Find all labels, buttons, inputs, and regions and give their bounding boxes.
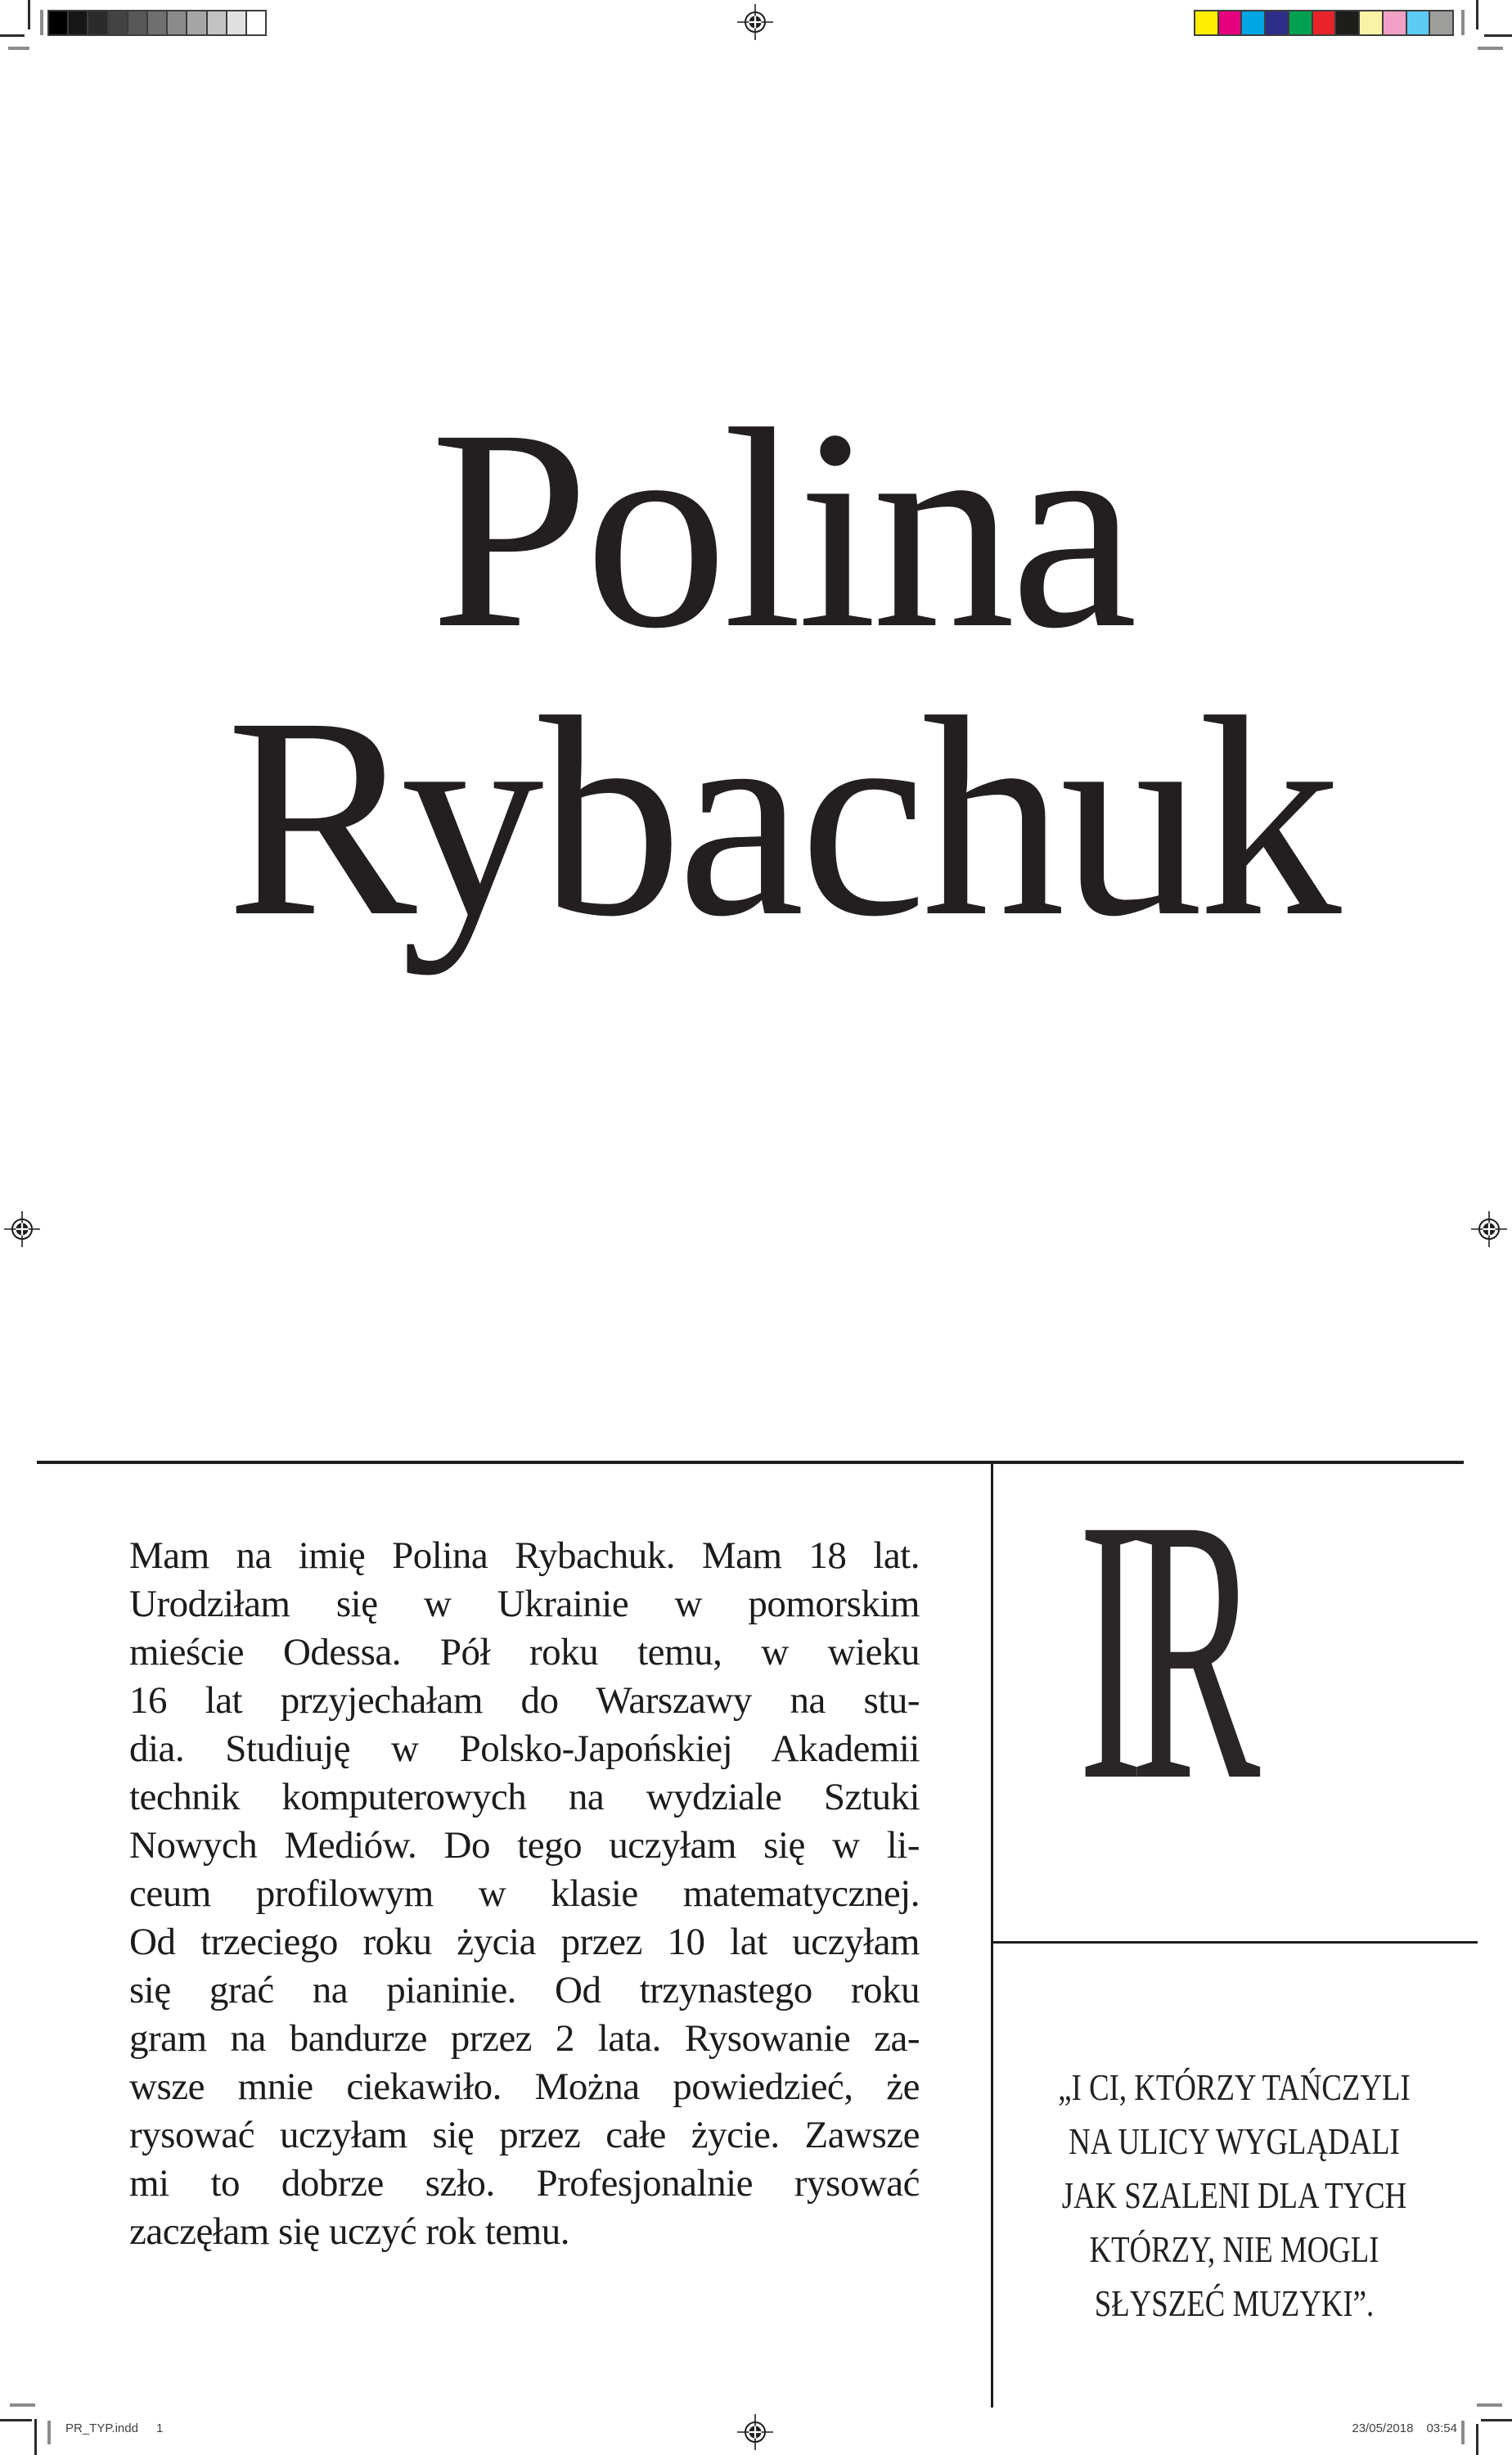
bio-paragraph-line: Od trzeciego roku życia przez 10 lat uczyłam	[129, 1921, 920, 1963]
monogram-letter-glyph: R	[1129, 1441, 1261, 1858]
pull-quote	[1040, 2061, 1429, 2331]
color-calibration-bar	[1194, 10, 1454, 36]
pull-quote-line: „I CI, KTÓRZY TAŃCZYLI	[1058, 2066, 1411, 2108]
color-swatch	[1219, 11, 1243, 34]
page-title	[0, 370, 1512, 975]
bio-paragraph-line: Urodziłam się w Ukrainie w pomorskim	[129, 1583, 920, 1625]
color-swatch	[1407, 11, 1431, 34]
bio-paragraph-line: technik komputerowych na wydziale Sztuki	[129, 1776, 920, 1818]
title-line-first-name: Polina	[430, 370, 1133, 687]
bleed-mark	[1477, 2403, 1502, 2407]
grayscale-swatch	[247, 11, 265, 34]
grayscale-calibration-bar	[47, 10, 267, 36]
crop-mark	[1476, 2424, 1478, 2455]
slug-filename	[65, 2421, 163, 2435]
color-swatch	[1195, 11, 1219, 34]
color-swatch	[1360, 11, 1384, 34]
bio-paragraph	[129, 1532, 920, 2256]
pull-quote-line: NA ULICY WYGLĄDALI	[1069, 2120, 1400, 2162]
grayscale-swatch	[227, 11, 247, 34]
grayscale-swatch	[208, 11, 227, 34]
pull-quote-line: KTÓRZY, NIE MOGLI	[1089, 2228, 1379, 2270]
crop-mark	[28, 0, 30, 29]
bleed-mark	[8, 47, 29, 50]
color-swatch	[1242, 11, 1266, 34]
pull-quote-line: SŁYSZEĆ MUZYKI”.	[1094, 2282, 1375, 2324]
grayscale-swatch	[128, 11, 148, 34]
bleed-mark	[40, 10, 43, 35]
grayscale-swatch	[148, 11, 168, 34]
color-swatch	[1289, 11, 1313, 34]
grayscale-swatch	[49, 11, 69, 34]
slug-date: 23/05/2018	[1352, 2421, 1414, 2435]
bio-paragraph-line: dia. Studiuję w Polsko-Japońskiej Akademii	[129, 1728, 920, 1770]
crop-mark	[34, 2419, 37, 2455]
crop-mark	[0, 34, 25, 37]
registration-mark-icon	[2, 1209, 42, 1249]
pull-quote-line: JAK SZALENI DLA TYCH	[1061, 2174, 1407, 2216]
bleed-mark	[1461, 2421, 1465, 2444]
bio-paragraph-line: ceum profilowym w klasie matematycznej.	[129, 1872, 920, 1915]
color-swatch	[1384, 11, 1407, 34]
color-swatch	[1313, 11, 1337, 34]
bleed-mark	[1461, 10, 1465, 35]
bio-paragraph-line: Nowych Mediów. Do tego uczyłam się w li-	[129, 1824, 920, 1867]
registration-mark-icon	[736, 2, 775, 42]
bleed-mark	[10, 2403, 35, 2407]
horizontal-rule-right-column	[991, 1941, 1478, 1944]
vertical-column-divider	[991, 1461, 993, 2408]
grayscale-swatch	[69, 11, 88, 34]
bio-paragraph-line: gram na bandurze przez 2 lata. Rysowanie za-	[129, 2017, 920, 2060]
monogram-stem-glyph: I	[1078, 1441, 1144, 1858]
registration-mark-icon	[736, 2412, 775, 2452]
bio-paragraph-line: Mam na imię Polina Rybachuk. Mam 18 lat.	[129, 1534, 920, 1577]
title-line-last-name: Rybachuk	[226, 658, 1337, 975]
color-swatch	[1430, 11, 1452, 34]
bleed-mark	[1478, 47, 1503, 50]
slug-file-label: PR_TYP.indd	[65, 2421, 138, 2435]
bleed-mark	[47, 2421, 51, 2444]
registration-mark-icon	[1469, 1209, 1509, 1249]
bio-paragraph-line: zaczęłam się uczyć rok temu.	[129, 2210, 569, 2253]
grayscale-swatch	[168, 11, 187, 34]
bio-paragraph-line: wsze mnie ciekawiło. Można powiedzieć, że	[129, 2065, 920, 2108]
color-swatch	[1336, 11, 1360, 34]
bio-paragraph-line: mieście Odessa. Pół roku temu, w wieku	[129, 1631, 920, 1673]
slug-timestamp	[1352, 2421, 1457, 2435]
crop-mark	[1481, 2419, 1512, 2421]
slug-page-number: 1	[155, 2421, 164, 2435]
grayscale-swatch	[187, 11, 207, 34]
color-swatch	[1266, 11, 1289, 34]
bio-paragraph-line: rysować uczyłam się przez całe życie. Zawsze	[129, 2114, 920, 2156]
bio-paragraph-line: się grać na pianinie. Od trzynastego roku	[129, 1969, 920, 2011]
grayscale-swatch	[88, 11, 108, 34]
initial-letter-monogram	[1078, 1441, 1261, 1858]
crop-mark	[1476, 0, 1478, 29]
bio-paragraph-line: mi to dobrze szło. Profesjonalnie rysować	[129, 2162, 920, 2205]
slug-time: 03:54	[1426, 2421, 1457, 2435]
bio-paragraph-line: 16 lat przyjechałam do Warszawy na stu-	[129, 1679, 920, 1722]
grayscale-swatch	[109, 11, 128, 34]
crop-mark	[1484, 34, 1512, 37]
crop-mark	[0, 2419, 32, 2421]
